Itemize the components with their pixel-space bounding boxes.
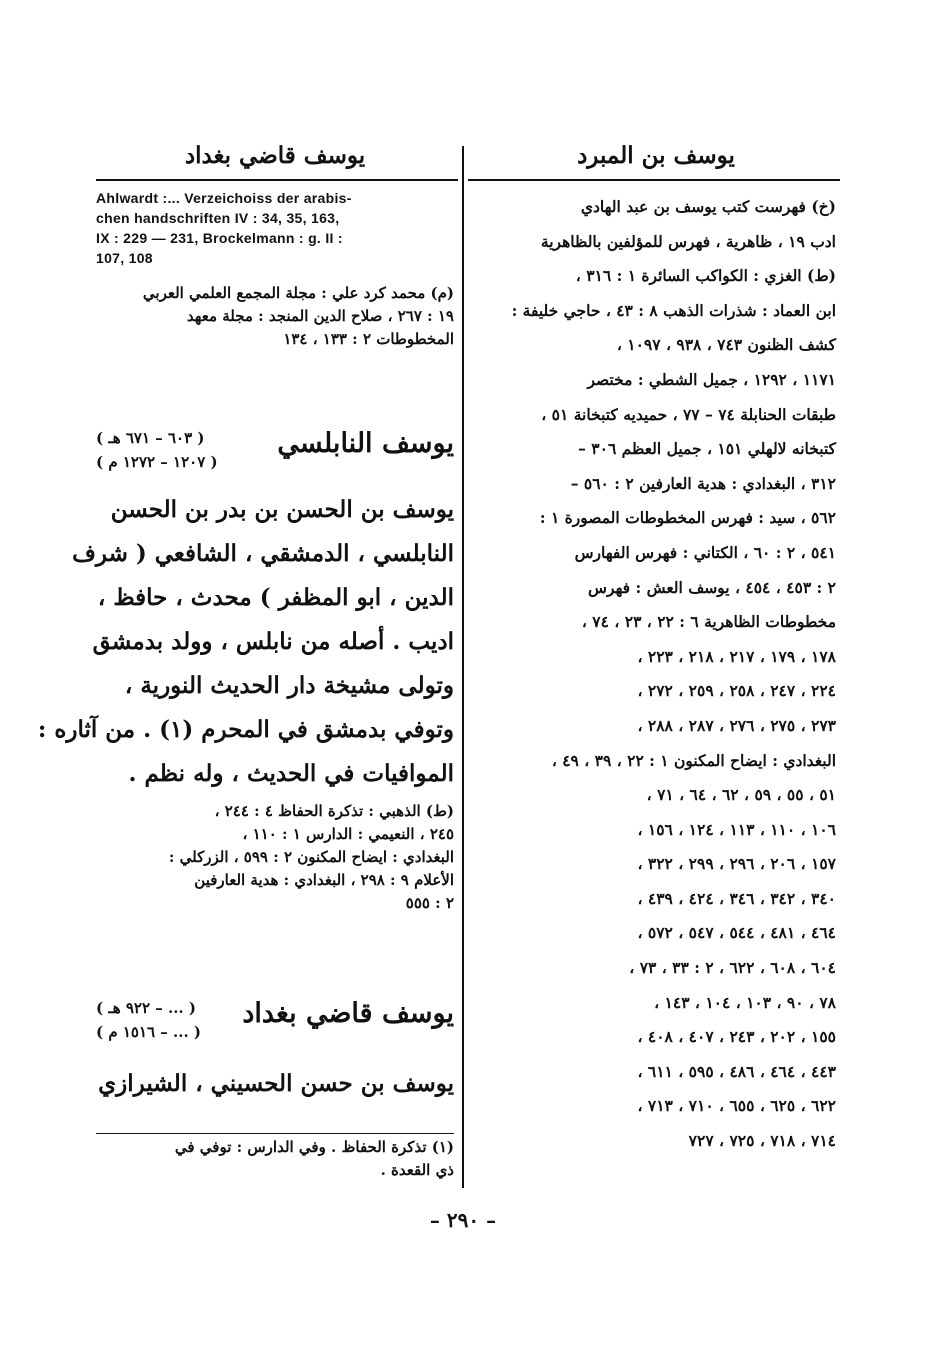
text-line: الدين ، ابو المظفر ) محدث ، حافظ ،: [97, 584, 454, 611]
text-line: (خ) فهرست كتب يوسف بن عبد الهادي: [580, 197, 836, 216]
text-line: ٥١ ، ٥٥ ، ٥٩ ، ٦٢ ، ٦٤ ، ٧١ ،: [646, 785, 836, 805]
text-line: اديب . أصله من نابلس ، وولد بدمشق: [92, 628, 454, 655]
text-line: البغدادي : ايضاح المكنون ٢ : ٥٩٩ ، الزركلي :: [168, 848, 454, 866]
dates-gregorian: ( ... – ١٥١٦ م ): [96, 1023, 202, 1041]
text-line: ١٥٥ ، ٢٠٢ ، ٢٤٣ ، ٤٠٧ ، ٤٠٨ ،: [637, 1027, 836, 1047]
page-number: – ٢٩٠ –: [429, 1208, 497, 1232]
footnote-line: ذي القعدة .: [380, 1161, 454, 1179]
text-line: ٧٨ ، ٩٠ ، ١٠٣ ، ١٠٤ ، ١٤٣ ،: [654, 992, 836, 1012]
text-line: الموافيات في الحديث ، وله نظم .: [128, 760, 454, 787]
text-line: (ط) الغزي : الكواكب السائرة ١ : ٣١٦ ،: [575, 266, 836, 286]
entry-refs-nabulsi: [96, 800, 454, 915]
text-line: ١٥٧ ، ٢٠٦ ، ٢٩٦ ، ٢٩٩ ، ٣٢٢ ،: [637, 854, 836, 874]
text-line: ادب ١٩ ، ظاهرية ، فهرس للمؤلفين بالظاهرية: [540, 231, 836, 251]
text-line: ٢٧٣ ، ٢٧٥ ، ٢٧٦ ، ٢٨٧ ، ٢٨٨ ،: [637, 715, 836, 735]
text-line: ٢٢٤ ، ٢٤٧ ، ٢٥٨ ، ٢٥٩ ، ٢٧٢ ،: [637, 681, 836, 701]
entry-title-qadi-baghdad: [96, 994, 454, 1054]
text-line: 107, 108: [96, 250, 153, 266]
text-line: ٥٤١ ، ٢ : ٦٠ ، الكتاني : فهرس الفهارس: [574, 542, 836, 562]
text-line: الأعلام ٩ : ٢٩٨ ، البغدادي : هدية العارفين: [194, 871, 454, 889]
text-line: كتبخانه لالهلي ١٥١ ، جميل العظم ٣٠٦ –: [578, 439, 836, 459]
text-line: يوسف بن الحسن بن بدر بن الحسن: [110, 496, 454, 523]
text-line: كشف الظنون ٧٤٣ ، ٩٣٨ ، ١٠٩٧ ،: [616, 335, 836, 355]
running-header-left: يوسف قاضي بغداد: [184, 142, 366, 169]
text-line: ٦٠٤ ، ٦٠٨ ، ٦٢٢ ، ٢ : ٣٣ ، ٧٣ ،: [629, 958, 836, 978]
text-line: chen handschriften IV : 34, 35, 163,: [96, 210, 340, 226]
left-column-refs: [96, 188, 454, 351]
text-line: ١٠٦ ، ١١٠ ، ١١٣ ، ١٢٤ ، ١٥٦ ،: [637, 819, 836, 839]
entry-name: يوسف قاضي بغداد: [242, 998, 454, 1029]
text-line: ٢ : ٤٥٣ ، ٤٥٤ ، يوسف العش : فهرس: [588, 577, 836, 597]
entry-name: يوسف النابلسي: [277, 428, 454, 459]
right-column: [476, 190, 836, 1159]
footnote: [96, 1136, 454, 1182]
text-line: ٢ : ٥٥٥: [405, 894, 454, 912]
entry-body-qadi-baghdad: يوسف بن حسن الحسيني ، الشيرازي: [98, 1070, 454, 1097]
text-line: ١١٧١ ، ١٢٩٢ ، جميل الشطي : مختصر: [587, 369, 836, 389]
text-line: (م) محمد كرد علي : مجلة المجمع العلمي العربي: [142, 284, 454, 302]
text-line: طبقات الحنابلة ٧٤ – ٧٧ ، حميديه كتبخانة ٥١ ،: [541, 404, 836, 424]
entry-title-nabulsi: [96, 424, 454, 484]
entry-body-nabulsi: [37, 488, 454, 796]
text-line: ٢٤٥ ، النعيمي : الدارس ١ : ١١٠ ،: [242, 825, 454, 843]
footnote-line: (١) تذكرة الحفاظ . وفي الدارس : توفي في: [174, 1138, 454, 1156]
m-references: [96, 282, 454, 351]
text-line: ١٩ : ٢٦٧ ، صلاح الدين المنجد : مجلة معهد: [186, 307, 454, 325]
column-divider: [462, 146, 464, 1188]
header-rule-right: [468, 179, 840, 181]
dates-hijri: ( ٦٠٣ – ٦٧١ هـ ): [96, 429, 205, 447]
running-header-right: يوسف بن المبرد: [577, 142, 735, 169]
text-line: النابلسي ، الدمشقي ، الشافعي ( شرف: [72, 540, 454, 567]
text-line: Ahlwardt :... Verzeichoiss der arabis-: [96, 190, 352, 206]
dates-gregorian: ( ١٢٠٧ – ١٢٧٢ م ): [96, 453, 218, 471]
text-line: ٤٦٤ ، ٤٨١ ، ٥٤٤ ، ٥٤٧ ، ٥٧٢ ،: [637, 923, 836, 943]
dates-hijri: ( ... – ٩٢٢ هـ ): [96, 999, 196, 1017]
text-line: وتوفي بدمشق في المحرم (١) . من آثاره :: [37, 716, 454, 743]
text-line: البغدادي : ايضاح المكنون ١ : ٢٢ ، ٣٩ ، ٤٩ ،: [551, 750, 836, 770]
text-line: ٧١٤ ، ٧١٨ ، ٧٢٥ ، ٧٢٧: [688, 1131, 836, 1151]
text-line: ٤٤٣ ، ٤٦٤ ، ٤٨٦ ، ٥٩٥ ، ٦١١ ،: [637, 1061, 836, 1081]
text-line: (ط) الذهبي : تذكرة الحفاظ ٤ : ٢٤٤ ،: [214, 802, 454, 820]
header-rule-left: [96, 179, 458, 181]
footnote-rule: [96, 1133, 454, 1134]
text-line: ٥٦٢ ، سيد : فهرس المخطوطات المصورة ١ :: [539, 508, 836, 528]
text-line: ابن العماد : شذرات الذهب ٨ : ٤٣ ، حاجي خليفة :: [511, 300, 836, 320]
latin-reference: [96, 188, 454, 268]
text-line: IX : 229 — 231, Brockelmann : g. II :: [96, 230, 343, 246]
text-line: ٦٢٢ ، ٦٢٥ ، ٦٥٥ ، ٧١٠ ، ٧١٣ ،: [637, 1096, 836, 1116]
text-line: مخطوطات الظاهرية ٦ : ٢٢ ، ٢٣ ، ٧٤ ،: [581, 612, 836, 632]
text-line: ١٧٨ ، ١٧٩ ، ٢١٧ ، ٢١٨ ، ٢٢٣ ،: [637, 646, 836, 666]
text-line: ٣١٢ ، البغدادي : هدية العارفين ٢ : ٥٦٠ –: [570, 473, 836, 493]
text-line: وتولى مشيخة دار الحديث النورية ،: [124, 672, 454, 699]
text-line: ٣٤٠ ، ٣٤٢ ، ٣٤٦ ، ٤٢٤ ، ٤٣٩ ،: [637, 888, 836, 908]
text-line: المخطوطات ٢ : ١٣٣ ، ١٣٤: [283, 330, 454, 348]
